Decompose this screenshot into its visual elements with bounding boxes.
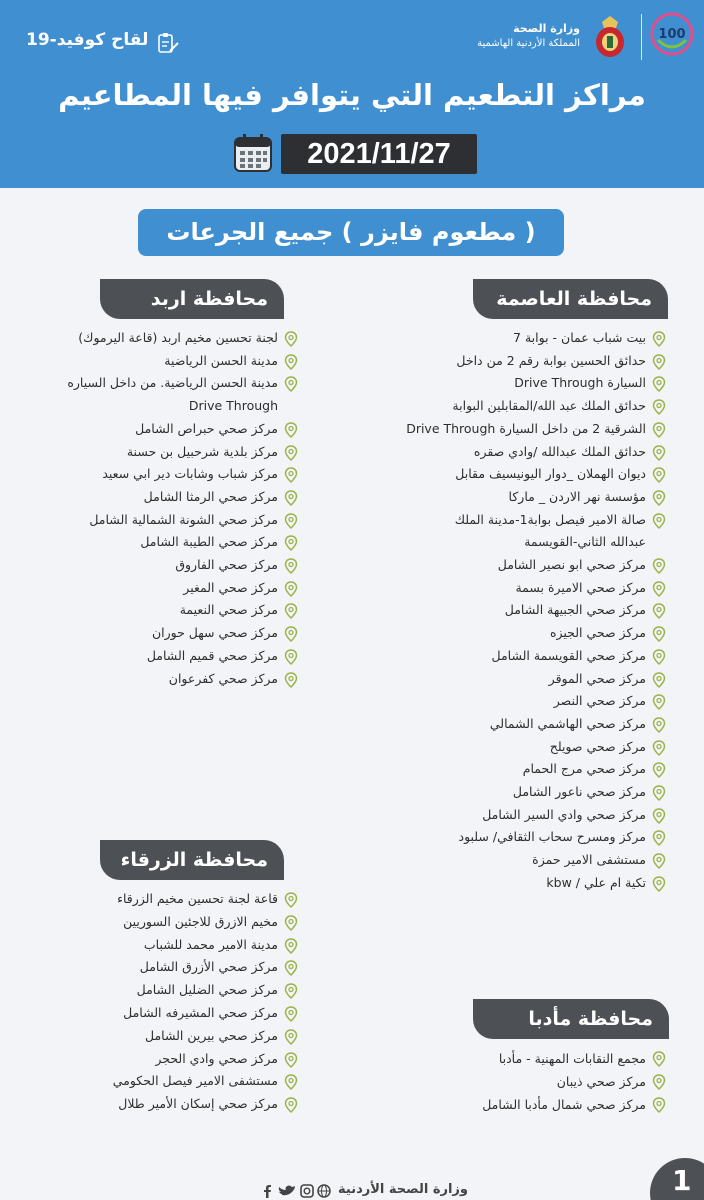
location-name: مركز صحي الفاروق <box>175 557 278 573</box>
location-name: مركز صحي المشيرفه الشامل <box>123 1004 278 1020</box>
location-pin-icon <box>284 649 298 665</box>
location-item <box>396 1047 666 1070</box>
vaccine-type-badge: ( مطعوم فايزر ) جميع الجرعات <box>138 209 564 256</box>
location-item <box>8 1070 298 1093</box>
location-pin-icon <box>284 535 298 551</box>
location-pin-icon <box>284 892 298 908</box>
location-pin-icon <box>652 649 666 665</box>
location-name: مركز بلدية شرحبيل بن حسنة <box>126 443 278 459</box>
location-name: مركز صحي صويلح <box>549 738 646 754</box>
location-pin-icon <box>284 938 298 954</box>
location-pin-icon <box>284 983 298 999</box>
zarqa-locations-list <box>8 888 298 1116</box>
location-name: صالة الامير فيصل بوابة1-مدينة الملك <box>454 511 646 527</box>
location-name: مركز صحي بيرين الشامل <box>144 1027 278 1043</box>
location-pin-icon <box>284 1029 298 1045</box>
facebook-icon <box>264 1185 271 1198</box>
date-badge: 2021/11/27 <box>281 134 477 174</box>
location-name: لجنة تحسين مخيم اربد (قاعة اليرموك) <box>78 330 278 345</box>
location-pin-icon <box>652 603 666 619</box>
location-pin-icon <box>284 581 298 597</box>
location-name: مركز صحي الجيزه <box>549 625 646 641</box>
location-name: مركز صحي ناعور الشامل <box>512 784 646 800</box>
location-item <box>8 1048 298 1071</box>
location-item <box>396 804 666 827</box>
location-name: مركز صحي إسكان الأمير طلال <box>118 1096 278 1112</box>
location-name: مركز صحي كفرعوان <box>168 670 278 686</box>
section-header-madaba: محافظة مأدبا <box>473 999 669 1039</box>
location-item <box>396 486 666 509</box>
location-pin-icon <box>652 399 666 415</box>
location-item <box>8 554 298 577</box>
page-title: مراكز التطعيم التي يتوافر فيها المطاعيم <box>58 78 646 112</box>
location-item <box>8 509 298 532</box>
location-item <box>396 372 666 395</box>
location-name: مؤسسة نهر الاردن _ ماركا <box>508 488 646 504</box>
location-item <box>396 463 666 486</box>
location-pin-icon <box>652 490 666 506</box>
location-name: مركز صحي المغير <box>183 579 278 595</box>
location-pin-icon <box>284 376 298 392</box>
location-pin-icon <box>652 672 666 688</box>
location-name: مركز صحي قميم الشامل <box>146 647 278 663</box>
location-pin-icon <box>284 603 298 619</box>
location-item <box>396 645 666 668</box>
location-pin-icon <box>652 808 666 824</box>
location-name: مركز صحي شمال مأدبا الشامل <box>482 1097 646 1112</box>
section-header-amman: محافظة العاصمة <box>473 279 668 319</box>
location-name: مركز صحي الجبيهة الشامل <box>504 602 646 618</box>
location-name: مركز صحي ذيبان <box>556 1074 646 1089</box>
location-name: مركز صحي الأزرق الشامل <box>139 959 278 975</box>
location-item <box>396 1070 666 1093</box>
location-name: مستشفى الامير فيصل الحكومي <box>112 1073 278 1089</box>
location-name: الشرقية 2 من داخل السيارة Drive Through <box>406 420 646 436</box>
location-name: Drive Through <box>188 398 278 414</box>
location-name: مركز صحي الاميرة بسمة <box>515 579 646 595</box>
location-name: مركز صحي النصر <box>553 693 646 709</box>
location-name: مركز صحي الشونة الشمالية الشامل <box>89 511 278 527</box>
location-item <box>396 509 666 532</box>
location-pin-icon <box>652 513 666 529</box>
twitter-icon <box>279 1186 295 1196</box>
location-name: بيت شباب عمان - بوابة 7 <box>513 330 646 345</box>
location-item <box>396 395 666 418</box>
location-name: مدينة الامير محمد للشباب <box>143 936 278 952</box>
location-pin-icon <box>652 354 666 370</box>
amman-locations-list <box>396 327 666 895</box>
location-name: مركز صحي سهل حوران <box>151 625 278 641</box>
location-pin-icon <box>284 490 298 506</box>
location-item <box>8 956 298 979</box>
location-pin-icon <box>652 740 666 756</box>
location-pin-icon <box>652 1097 666 1113</box>
location-name: تكية ام علي / kbw <box>546 874 646 890</box>
location-pin-icon <box>652 331 666 347</box>
location-pin-icon <box>652 581 666 597</box>
location-pin-icon <box>652 694 666 710</box>
location-pin-icon <box>284 422 298 438</box>
location-item <box>8 350 298 373</box>
calendar-icon <box>232 132 274 174</box>
location-item <box>8 577 298 600</box>
location-item <box>396 713 666 736</box>
social-icons <box>258 1183 338 1199</box>
location-item <box>396 441 666 464</box>
location-pin-icon <box>284 1052 298 1068</box>
location-pin-icon <box>284 1097 298 1113</box>
location-pin-icon <box>652 422 666 438</box>
location-pin-icon <box>652 558 666 574</box>
location-name: مركز صحي الضليل الشامل <box>136 982 278 998</box>
location-name: مركز ومسرح سحاب الثقافي/ سلبود <box>458 829 646 845</box>
location-pin-icon <box>652 445 666 461</box>
location-name: مركز صحي الطيبة الشامل <box>140 534 278 550</box>
location-item <box>396 418 666 441</box>
location-name: عبدالله الثاني-القويسمة <box>524 534 646 550</box>
location-pin-icon <box>284 915 298 931</box>
location-item <box>8 441 298 464</box>
location-item <box>396 577 666 600</box>
location-pin-icon <box>284 513 298 529</box>
location-item <box>396 872 666 895</box>
location-pin-icon <box>652 830 666 846</box>
location-item <box>396 622 666 645</box>
location-name: قاعة لجنة تحسين مخيم الزرقاء <box>117 891 278 906</box>
location-name: مركز صحي الهاشمي الشمالي <box>489 715 646 731</box>
covid-vaccine-label: لقاح كوفيد-19 <box>26 30 149 50</box>
location-item <box>396 668 666 691</box>
location-name: ديوان الهملان _دوار اليونيسيف مقابل <box>455 466 646 482</box>
location-name: مركز صحي مرج الحمام <box>522 761 646 777</box>
location-pin-icon <box>652 626 666 642</box>
centennial-number: 100 <box>658 27 686 42</box>
location-item <box>8 934 298 957</box>
location-pin-icon <box>284 445 298 461</box>
location-pin-icon <box>284 467 298 483</box>
location-name: مخيم الازرق للاجئين السوريين <box>123 913 278 929</box>
location-name: مركز صحي الموقر <box>548 670 646 686</box>
location-item <box>8 327 298 350</box>
location-item <box>8 979 298 1002</box>
location-item <box>396 826 666 849</box>
globe-icon <box>318 1185 330 1197</box>
location-pin-icon <box>652 853 666 869</box>
header-banner <box>0 0 704 188</box>
location-item <box>8 1025 298 1048</box>
location-name: حدائق الملك عبدالله /وادي صقره <box>473 443 646 459</box>
location-item <box>8 531 298 554</box>
location-item <box>8 911 298 934</box>
location-name: مركز صحي القويسمة الشامل <box>491 647 646 663</box>
location-item <box>396 350 666 373</box>
location-pin-icon <box>652 467 666 483</box>
location-name: مركز صحي الرمثا الشامل <box>143 488 278 504</box>
location-name: مدينة الحسن الرياضية <box>164 352 278 368</box>
location-item <box>396 690 666 713</box>
location-pin-icon <box>284 960 298 976</box>
location-pin-icon <box>652 376 666 392</box>
location-item <box>396 758 666 781</box>
syringe-clipboard-icon <box>156 31 180 55</box>
kingdom-name: المملكة الأردنية الهاشمية <box>477 38 580 49</box>
location-name: مركز شباب وشابات دير ابي سعيد <box>102 466 278 482</box>
location-item <box>396 781 666 804</box>
location-item <box>8 486 298 509</box>
location-item <box>8 463 298 486</box>
location-item <box>396 327 666 350</box>
location-name: مركز صحي وادي الحجر <box>155 1050 278 1066</box>
location-item <box>396 554 666 577</box>
location-pin-icon <box>652 1074 666 1090</box>
location-pin-icon <box>284 1006 298 1022</box>
location-item <box>8 1093 298 1116</box>
location-item <box>396 736 666 759</box>
section-header-irbid: محافظة اربد <box>100 279 284 319</box>
location-item <box>8 599 298 622</box>
location-name: مدينة الحسن الرياضية. من داخل السياره <box>67 375 278 391</box>
location-name: مركز صحي النعيمة <box>179 602 278 618</box>
location-pin-icon <box>652 1051 666 1067</box>
location-pin-icon <box>652 785 666 801</box>
location-item <box>396 599 666 622</box>
centennial-logo-icon <box>648 10 696 58</box>
location-item <box>8 888 298 911</box>
ministry-block <box>477 22 580 49</box>
location-pin-icon <box>284 558 298 574</box>
instagram-icon <box>301 1185 313 1197</box>
location-pin-icon <box>284 331 298 347</box>
irbid-locations-list <box>8 327 298 690</box>
page-number: 1 <box>650 1158 704 1200</box>
location-item <box>8 668 298 691</box>
ministry-name: وزارة الصحة <box>513 22 580 35</box>
location-name: مجمع النقابات المهنية - مأدبا <box>498 1051 646 1066</box>
location-name: مستشفى الامير حمزة <box>532 852 646 868</box>
location-item <box>8 1002 298 1025</box>
location-item <box>396 1093 666 1116</box>
location-pin-icon <box>284 354 298 370</box>
location-name: السيارة Drive Through <box>514 375 646 391</box>
location-pin-icon <box>652 876 666 892</box>
location-name: حدائق الحسين بوابة رقم 2 من داخل <box>456 352 646 368</box>
jordan-coat-of-arms-icon <box>590 14 630 60</box>
location-item <box>8 372 298 395</box>
header-divider <box>641 14 642 60</box>
location-pin-icon <box>284 626 298 642</box>
location-pin-icon <box>652 762 666 778</box>
location-item <box>8 418 298 441</box>
location-item <box>8 395 298 418</box>
location-item <box>8 622 298 645</box>
madaba-locations-list <box>396 1047 666 1116</box>
location-name: مركز صحي وادي السير الشامل <box>482 806 646 822</box>
location-item <box>396 531 666 554</box>
location-item <box>8 645 298 668</box>
location-item <box>396 849 666 872</box>
location-pin-icon <box>652 717 666 733</box>
location-name: مركز صحي حبراص الشامل <box>135 420 278 436</box>
location-pin-icon <box>284 672 298 688</box>
location-name: مركز صحي ابو نصير الشامل <box>497 557 646 573</box>
location-name: حدائق الملك عبد الله/المقابلين البوابة <box>452 398 646 414</box>
footer-ministry: وزارة الصحة الأردنية <box>338 1182 468 1197</box>
section-header-zarqa: محافظة الزرقاء <box>100 840 284 880</box>
location-pin-icon <box>284 1074 298 1090</box>
